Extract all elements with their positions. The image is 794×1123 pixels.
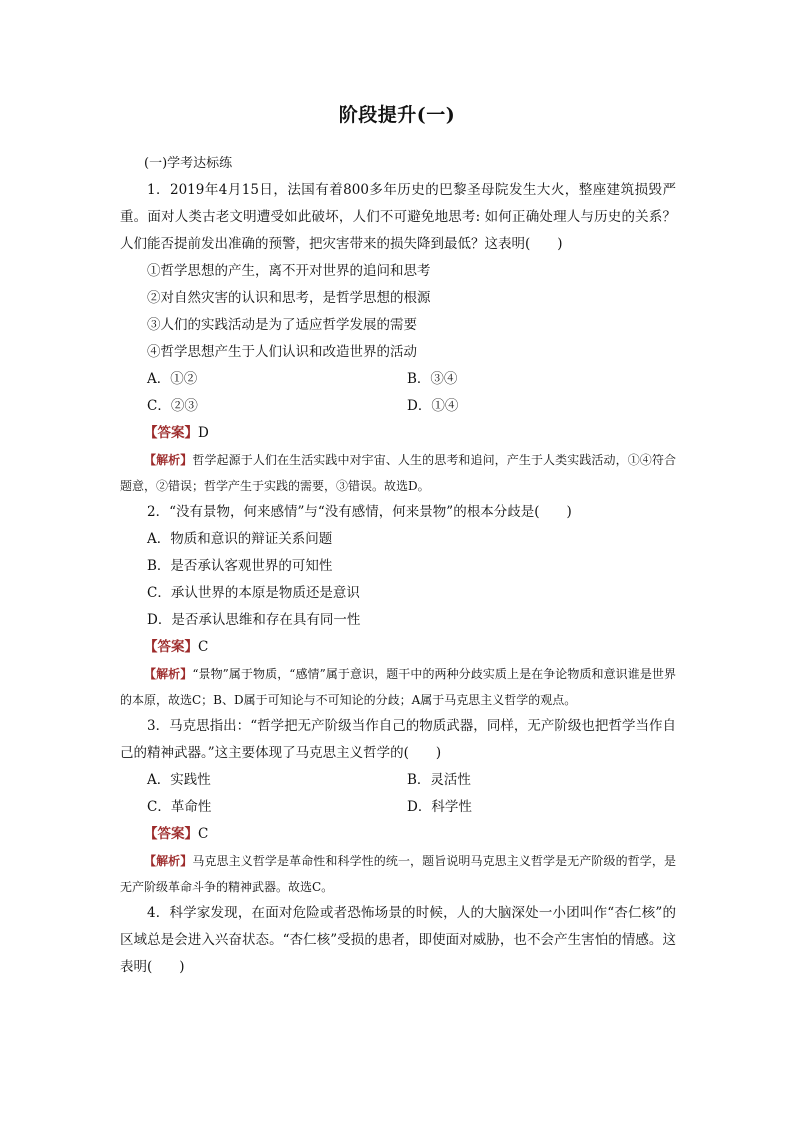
choice-c: C．承认世界的本原是物质还是意识 xyxy=(147,585,360,601)
statement-3: ③人们的实践活动是为了适应哲学发展的需要 xyxy=(147,317,417,333)
choice-row xyxy=(120,767,676,794)
answer-value: D xyxy=(198,425,209,441)
question-4-stem: 4．科学家发现，在面对危险或者恐怖场景的时候，人的大脑深处一小团叫作“杏仁核”的区域总是会进入兴奋状态。“杏仁核”受损的患者，即使面对威胁，也不会产生害怕的情感。这表明( ) xyxy=(120,905,676,975)
statement-1: ①哲学思想的产生，离不开对世界的追问和思考 xyxy=(147,263,431,279)
choice-b: B．③④ xyxy=(407,371,458,387)
section-heading: (一)学考达标练 xyxy=(144,156,233,171)
question-1-stem: 1．2019年4月15日，法国有着800多年历史的巴黎圣母院发生大火，整座建筑损毁严重。面对人类古老文明遭受如此破坏，人们不可避免地思考: 如何正确处理人与历史的关系？人们能否提前发出准确的预警，把灾害带来的损失降到最低？这表明( ) xyxy=(120,182,676,252)
question-3-stem: 3．马克思指出：“哲学把无产阶级当作自己的物质武器，同样，无产阶级也把哲学当作自己的精神武器。”这主要体现了马克思主义哲学的( ) xyxy=(120,718,676,761)
choice-d: D．①④ xyxy=(407,398,459,414)
analysis-block xyxy=(120,447,676,499)
question-2-stem: 2．“没有景物，何来感情”与“没有感情，何来景物”的根本分歧是( ) xyxy=(147,504,572,520)
answer-line xyxy=(120,821,676,848)
answer-label: 【答案】 xyxy=(144,425,198,441)
answer-value: C xyxy=(198,639,209,655)
answer-value: C xyxy=(198,826,209,842)
choice-c: C．②③ xyxy=(147,398,198,414)
choice-a: A．①② xyxy=(147,371,198,387)
answer-label: 【答案】 xyxy=(144,826,198,842)
analysis-text: 马克思主义哲学是革命性和科学性的统一，题旨说明马克思主义哲学是无产阶级的哲学，是无产阶级革命斗争的精神武器。故选C。 xyxy=(120,854,676,894)
statement-2: ②对自然灾害的认识和思考，是哲学思想的根源 xyxy=(147,290,431,306)
choice-d: D．科学性 xyxy=(407,799,472,815)
choice-a: A．实践性 xyxy=(147,772,211,788)
choice-d: D．是否承认思维和存在具有同一性 xyxy=(147,612,361,628)
answer-line xyxy=(120,634,676,661)
answer-label: 【答案】 xyxy=(144,639,198,655)
page-title: 阶段提升(一) xyxy=(338,104,456,126)
choice-row xyxy=(120,366,676,393)
answer-line xyxy=(120,420,676,447)
choice-b: B．灵活性 xyxy=(407,772,471,788)
choice-row xyxy=(120,393,676,420)
choice-b: B．是否承认客观世界的可知性 xyxy=(147,558,333,574)
choice-a: A．物质和意识的辩证关系问题 xyxy=(147,531,333,547)
choice-c: C．革命性 xyxy=(147,799,212,815)
statement-4: ④哲学思想产生于人们认识和改造世界的活动 xyxy=(147,344,417,360)
choice-row xyxy=(120,794,676,821)
analysis-block xyxy=(120,661,676,713)
analysis-label: 【解析】 xyxy=(144,854,193,868)
analysis-label: 【解析】 xyxy=(144,453,193,467)
content xyxy=(120,150,676,981)
analysis-text: 哲学起源于人们在生活实践中对宇宙、人生的思考和追问，产生于人类实践活动，①④符合题意，②错误；哲学产生于实践的需要，③错误。故选D。 xyxy=(120,453,676,493)
analysis-text: “景物”属于物质，“感情”属于意识，题干中的两种分歧实质上是在争论物质和意识谁是世界的本原，故选C；B、D属于可知论与不可知论的分歧；A属于马克思主义哲学的观点。 xyxy=(120,667,676,707)
analysis-label: 【解析】 xyxy=(144,667,193,681)
analysis-block xyxy=(120,848,676,900)
